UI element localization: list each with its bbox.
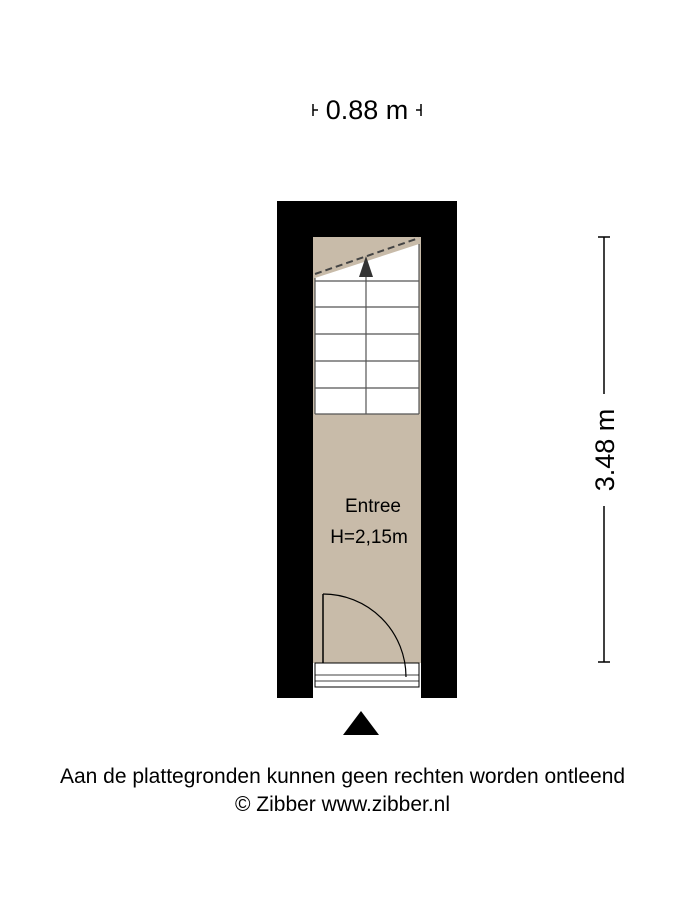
disclaimer-text: Aan de plattegronden kunnen geen rechten worden ontleend <box>59 765 626 788</box>
copyright-text: © Zibber www.zibber.nl <box>234 793 451 816</box>
room-height: H=2,15m <box>330 527 408 548</box>
door-opening <box>313 663 421 698</box>
up-triangle-icon <box>343 711 379 735</box>
length-dimension-label: 3.48 m <box>590 408 620 492</box>
width-dimension <box>313 95 421 125</box>
length-dimension <box>590 237 620 662</box>
room-name: Entree <box>345 496 401 517</box>
width-dimension-label: 0.88 m <box>325 95 409 125</box>
